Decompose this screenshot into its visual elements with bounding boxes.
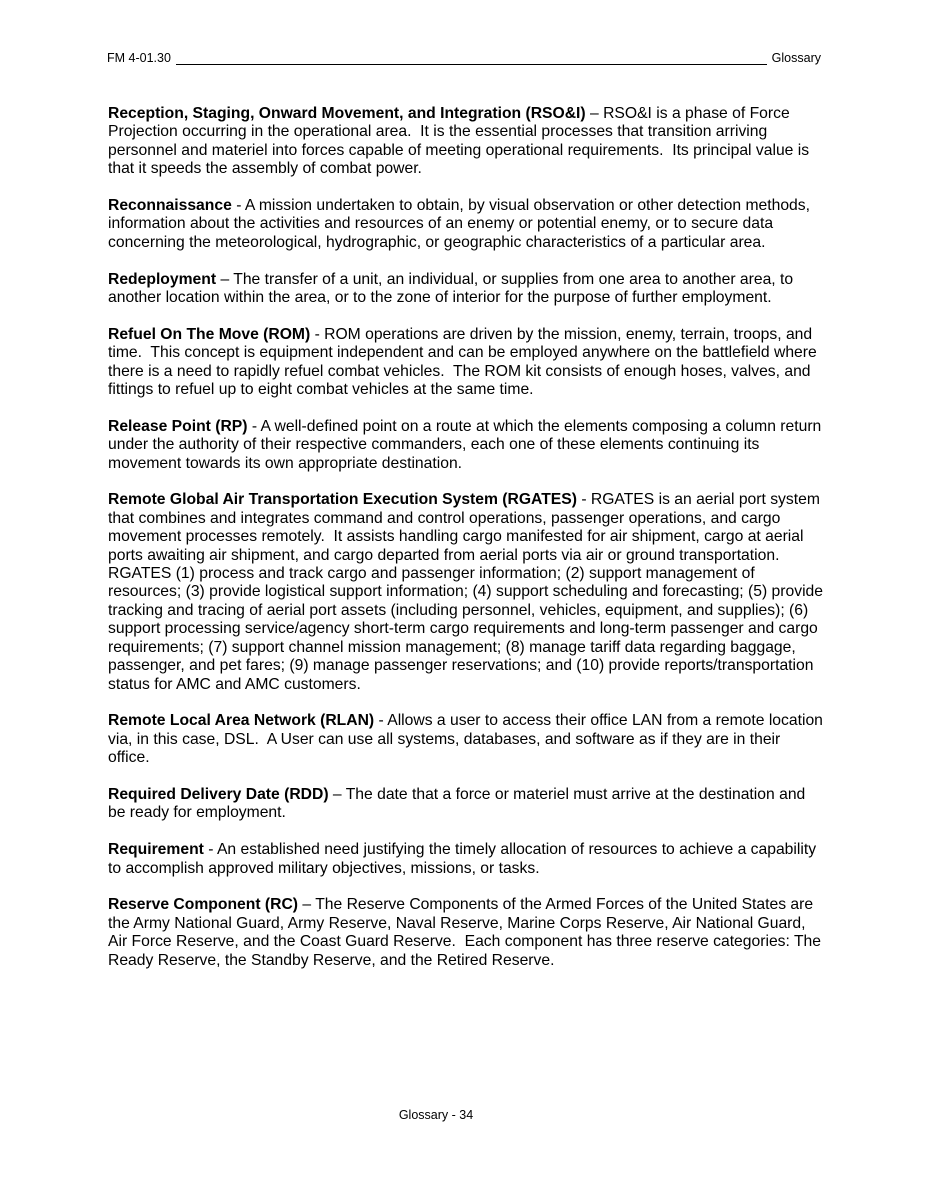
glossary-definition: - RGATES is an aerial port system that combines and integrates command and control operations, passenger operations, and cargo movement processes remotely. It assists handling cargo manifested for air shipment, cargo at aerial ports awaiting air shipment, and cargo departed from aerial ports via air or ground transportation. RGATES (1) process and track cargo and passenger information; (2) support management of resources; (3) provide logistical support information; (4) support scheduling and forecasting; (5) provide tracking and tracing of aerial port assets (including personnel, vehicles, equipment, and supplies); (6) support processing service/agency short-term cargo requirements and long-term passenger and cargo requirements; (7) support channel mission management; (8) manage tariff data regarding baggage, passenger, and pet fares; (9) manage passenger reservations; and (10) provide reports/transportation status for AMC and AMC customers. <box>108 491 828 693</box>
glossary-definition: – The Reserve Components of the Armed Forces of the United States are the Army National Guard, Army Reserve, Naval Reserve, Marine Corps Reserve, Air National Guard, Air Force Reserve, and the Coast Guard Reserve. Each component has three reserve categories: The Ready Reserve, the Standby Reserve, and the Retired Reserve. <box>108 896 826 969</box>
header-section-label: Glossary <box>771 51 821 65</box>
glossary-definition: - ROM operations are driven by the mission, enemy, terrain, troops, and time. This concept is equipment independent and can be employed anywhere on the battlefield where there is a need to rapidly refuel combat vehicles. The ROM kit consists of enough hoses, valves, and fittings to refuel up to eight combat vehicles at the same time. <box>108 325 822 399</box>
glossary-term: Reserve Component (RC) <box>108 896 299 914</box>
page-footer <box>0 1108 872 1122</box>
header-rule <box>176 64 767 65</box>
glossary-definition: – The transfer of a unit, an individual, or supplies from one area to another area, to another location within the area, or to the zone of interior for the purpose of further employment. <box>108 270 798 307</box>
glossary-definition: - A well-defined point on a route at which the elements composing a column return under the authority of their respective commanders, each one of these elements continuing its movement towards its own appropriate destination. <box>108 417 826 472</box>
glossary-definition: - An established need justifying the timely allocation of resources to achieve a capability to accomplish approved military objectives, missions, or tasks. <box>108 841 821 877</box>
glossary-term: Release Point (RP) <box>108 417 248 435</box>
glossary-entry <box>108 326 824 400</box>
footer-page-label: Glossary - 34 <box>398 1108 474 1122</box>
glossary-term: Refuel On The Move (ROM) <box>108 325 311 343</box>
glossary-term: Requirement <box>108 841 204 859</box>
glossary-definition: - A mission undertaken to obtain, by visual observation or other detection methods, information about the activities and resources of an enemy or potential enemy, or to secure data concerning the meteorological, hydrographic, or geographic characteristics of a particular area. <box>108 197 815 251</box>
glossary-entry <box>108 271 824 308</box>
glossary-definition: – The date that a force or materiel must arrive at the destination and be ready for employment. <box>108 785 810 822</box>
glossary-entry <box>108 786 824 823</box>
header-doc-code: FM 4-01.30 <box>107 51 171 65</box>
glossary-entry <box>108 841 824 878</box>
glossary-entry <box>108 105 824 179</box>
glossary-entry <box>108 491 828 693</box>
glossary-entry <box>108 712 828 767</box>
glossary-term: Redeployment <box>108 270 217 288</box>
glossary-term: Required Delivery Date (RDD) <box>108 785 329 803</box>
glossary-definition: – RSO&I is a phase of Force Projection occurring in the operational area. It is the essential processes that transition arriving personnel and materiel into forces capable of meeting operational requirements. Its principal value is that it speeds the assembly of combat power. <box>108 105 814 178</box>
glossary-content <box>108 105 828 988</box>
glossary-term: Remote Global Air Transportation Execution System (RGATES) <box>108 491 577 509</box>
glossary-entry <box>108 896 824 970</box>
glossary-entry <box>108 418 824 473</box>
glossary-definition: - Allows a user to access their office LAN from a remote location via, in this case, DSL. A User can use all systems, databases, and software as if they are in their office. <box>108 712 828 767</box>
glossary-entry <box>108 197 824 252</box>
glossary-term: Remote Local Area Network (RLAN) <box>108 712 375 730</box>
glossary-term: Reconnaissance <box>108 197 232 215</box>
glossary-term: Reception, Staging, Onward Movement, and Integration (RSO&I) <box>108 105 586 122</box>
page-header <box>107 51 821 66</box>
